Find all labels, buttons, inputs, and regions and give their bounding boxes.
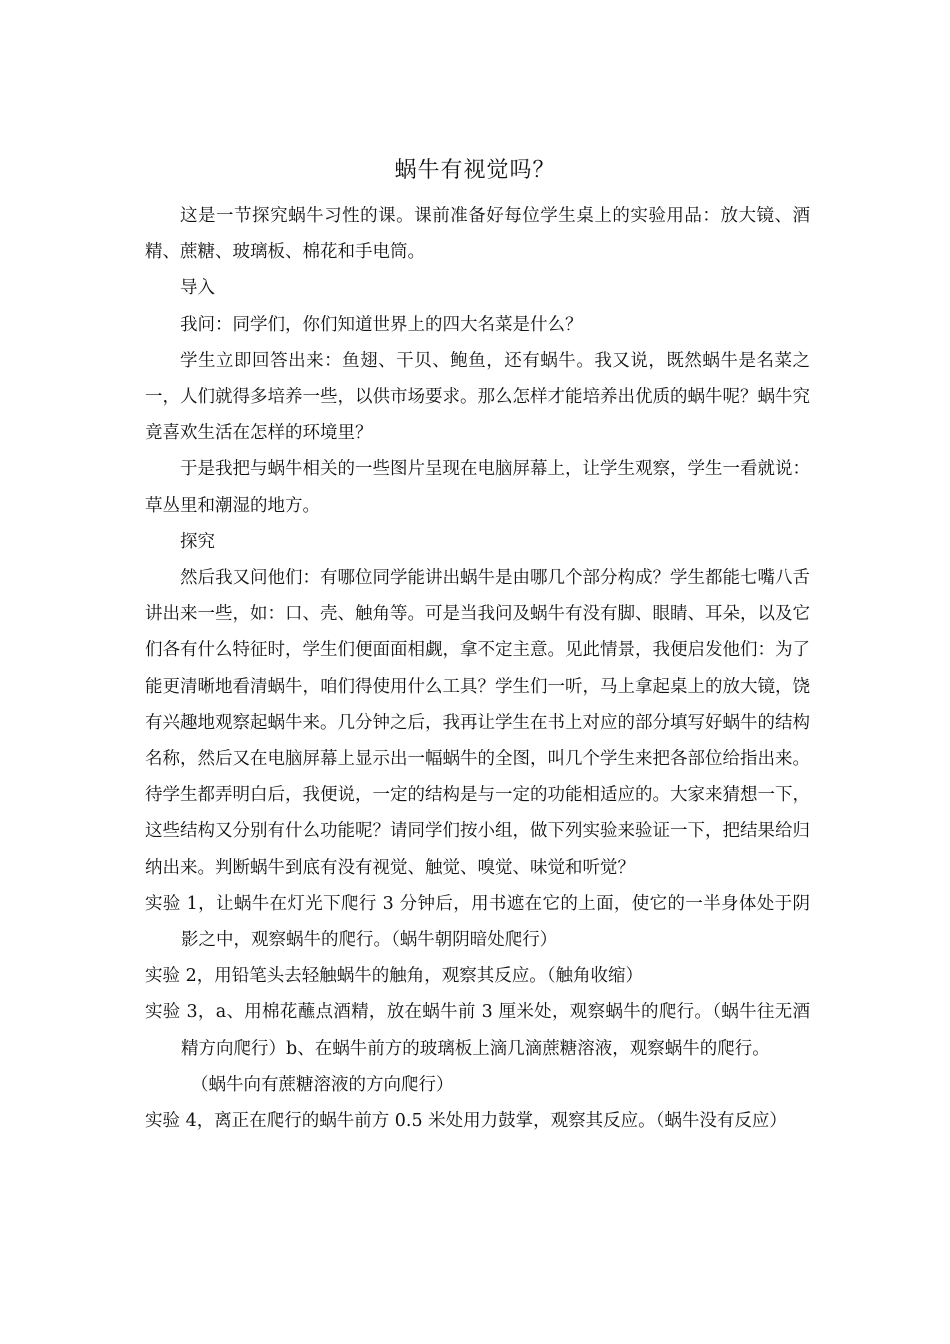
experiment-3-result: （蜗牛向有蔗糖溶液的方向爬行） [191,1074,454,1095]
document-title: 蜗牛有视觉吗？ [394,158,556,183]
paragraph-question: 我问：同学们，你们知道世界上的四大名菜是什么？ [180,314,583,335]
document-body [145,198,810,1139]
experiment-4: 实验 4，离正在爬行的蜗牛前方 0.5 米处用力鼓掌，观察其反应。（蜗牛没有反应） [145,1111,787,1132]
section-heading-explore: 探究 [180,531,215,552]
paragraph-intro: 这是一节探究蜗牛习性的课。课前准备好每位学生桌上的实验用品：放大镜、酒精、蔗糖、玻璃板、棉花和手电筒。 [145,206,810,263]
paragraph-images: 于是我把与蜗牛相关的一些图片呈现在电脑屏幕上，让学生观察，学生一看就说：草丛里和潮湿的地方。 [145,459,810,516]
section-heading-import: 导入 [180,278,215,299]
experiment-1: 实验 1，让蜗牛在灯光下爬行 3 分钟后，用书遮在它的上面，使它的一半身体处于阴影之中，观察蜗牛的爬行。（蜗牛朝阴暗处爬行） [145,893,810,951]
paragraph-explore: 然后我又问他们：有哪位同学能讲出蜗牛是由哪几个部分构成？学生都能七嘴八舌讲出来一些，如：口、壳、触角等。可是当我问及蜗牛有没有脚、眼睛、耳朵，以及它们各有什么特征时，学生们便面面相觑，拿不定主意。见此情景，我便启发他们：为了能更清晰地看清蜗牛，咱们得使用什么工具？学生们一听，马上拿起桌上的放大镜，饶有兴趣地观察起蜗牛来。几分钟之后，我再让学生在书上对应的部分填写好蜗牛的结构名称，然后又在电脑屏幕上显示出一幅蜗牛的全图，叫几个学生来把各部位给指出来。待学生都弄明白后，我便说，一定的结构是与一定的功能相适应的。大家来猜想一下，这些结构又分别有什么功能呢？请同学们按小组，做下列实验来验证一下，把结果给归纳出来。判断蜗牛到底有没有视觉、触觉、嗅觉、味觉和听觉？ [145,568,810,878]
experiment-3: 实验 3，a、用棉花蘸点酒精，放在蜗牛前 3 厘米处，观察蜗牛的爬行。（蜗牛往无酒精方向爬行）b、在蜗牛前方的玻璃板上滴几滴蔗糖溶液，观察蜗牛的爬行。 [145,1002,810,1059]
experiment-2: 实验 2，用铅笔头去轻触蜗牛的触角，观察其反应。（触角收缩） [145,966,643,987]
paragraph-answer: 学生立即回答出来：鱼翅、干贝、鲍鱼，还有蜗牛。我又说，既然蜗牛是名菜之一，人们就得多培养一些，以供市场要求。那么怎样才能培养出优质的蜗牛呢？蜗牛究竟喜欢生活在怎样的环境里？ [145,350,810,444]
